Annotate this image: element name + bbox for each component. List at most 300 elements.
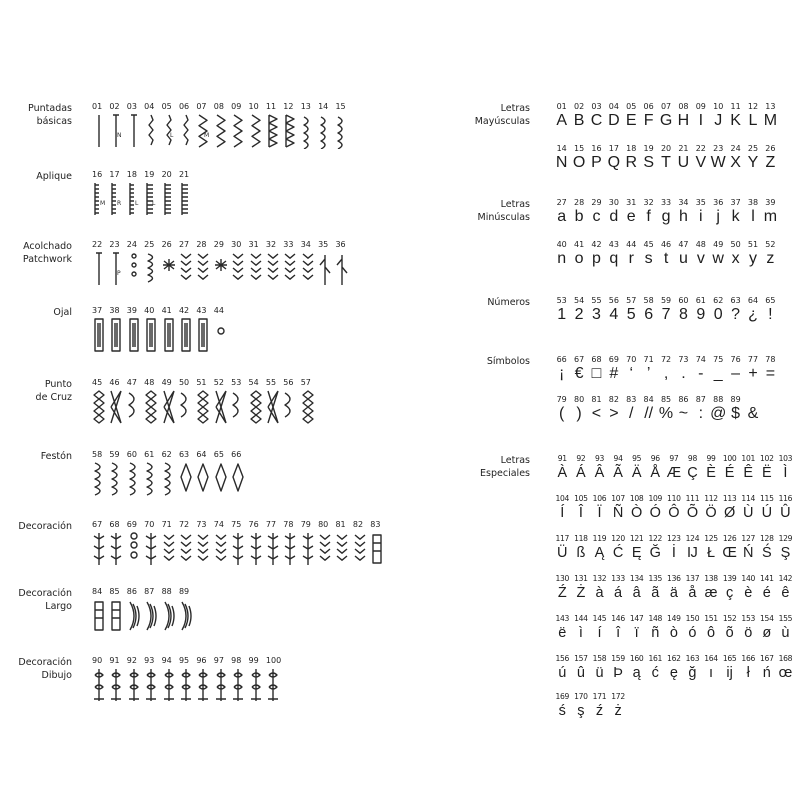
character-number: 160 [629,654,644,663]
character-glyph: œ [778,665,793,681]
stitch-item [144,520,161,567]
stitch-number: 85 [109,587,120,596]
character-glyph: = [765,365,776,382]
character-glyph: Z [765,154,776,171]
character-number: 23 [713,144,724,153]
stitch-item [92,378,109,425]
character-item [665,454,684,482]
character-glyph: 0 [713,306,723,323]
character-glyph: ż [614,703,622,719]
section-label: Decoración Largo [18,588,72,612]
character-item [702,534,721,562]
character-number: 06 [643,102,654,111]
character-glyph: Ü [557,545,568,561]
character-item [675,355,692,383]
character-number: 144 [574,614,588,623]
char-row [553,395,762,423]
character-glyph: 1 [557,306,567,323]
character-glyph: Ú [761,505,773,521]
stitch-number: 97 [213,656,224,665]
stitch-pattern-icon [335,531,349,567]
stitch-pattern-icon [127,667,141,703]
stitch-pattern-icon [318,113,332,149]
stitch-pattern-icon [266,113,280,149]
character-item [762,296,779,324]
character-number: 151 [704,614,718,623]
stitch-number: 27 [178,240,190,249]
character-glyph: m [763,208,778,225]
stitch-item [109,240,126,287]
character-glyph: ú [558,665,567,681]
character-item [692,102,709,130]
character-item [702,614,721,642]
stitch-item [214,306,231,353]
character-item [572,654,591,682]
character-number: 55 [591,296,602,305]
character-glyph: Þ [613,665,623,681]
character-glyph: à [595,585,604,601]
stitch-item [162,306,179,353]
stitch-pattern-icon [109,317,123,353]
stitch-item [179,587,196,634]
character-number: 38 [747,198,759,207]
character-glyph: È [706,465,716,481]
character-glyph: Ç [687,465,698,481]
character-item [590,534,609,562]
stitch-pattern-icon [214,251,228,287]
character-number: 10 [713,102,724,111]
character-item [570,296,587,324]
stitch-row [92,587,196,634]
character-item [675,198,692,226]
stitch-item [144,587,161,634]
stitch-item [144,240,161,287]
character-item [609,534,628,562]
character-item [609,614,628,642]
stitch-pattern-icon [283,113,297,149]
stitch-item [283,240,300,287]
character-glyph: r [628,250,634,267]
stitch-pattern-icon [127,113,141,149]
character-item [776,454,795,482]
stitch-number: 44 [213,306,224,315]
character-glyph: Ä [631,465,642,481]
stitch-number: 75 [231,520,242,529]
character-item [727,296,744,324]
character-glyph: 9 [696,306,706,323]
stitch-number: 71 [161,520,172,529]
character-item [572,494,591,522]
character-glyph: ń [762,665,771,681]
stitch-number: 61 [144,450,155,459]
character-number: 44 [626,240,637,249]
character-item [762,102,779,130]
character-number: 58 [643,296,654,305]
character-number: 35 [695,198,706,207]
stitch-number: 80 [318,520,329,529]
stitch-item [214,102,231,149]
character-item [646,454,665,482]
stitch-pattern-icon [249,531,263,567]
character-item [744,198,761,226]
character-glyph: ¡ [559,365,565,382]
character-number: 102 [760,454,774,463]
stitch-pattern-icon [109,389,123,425]
character-glyph: H [677,112,690,129]
character-item [570,355,587,383]
character-number: 83 [626,395,637,404]
stitch-number: 15 [335,102,346,111]
stitch-number: 14 [318,102,329,111]
character-number: 14 [556,144,567,153]
character-number: 72 [660,355,672,364]
character-number: 40 [556,240,567,249]
character-number: 29 [591,198,602,207]
character-item [570,144,587,172]
character-glyph: S [643,154,654,171]
character-number: 11 [730,102,741,111]
stitch-item [162,102,179,149]
stitch-pattern-icon [92,181,106,217]
stitch-pattern-icon [214,667,228,703]
character-item [646,534,665,562]
character-item [710,144,727,172]
character-glyph: z [766,250,775,267]
stitch-item [179,102,196,149]
stitch-number: 100 [265,656,282,665]
character-item [720,614,739,642]
character-item [553,355,570,383]
character-number: 146 [611,614,625,623]
character-number: 106 [592,494,607,503]
character-number: 32 [643,198,654,207]
character-glyph: ? [731,306,741,323]
character-glyph: Â [594,465,605,481]
character-item [657,240,674,268]
stitch-mark-label: L [152,200,156,207]
character-item [609,454,628,482]
character-item [727,198,744,226]
character-item [720,574,739,602]
character-glyph: – [731,365,741,382]
character-glyph: ‘ [629,365,634,382]
character-item [720,494,739,522]
character-item [692,395,709,423]
character-glyph: Ź [557,585,567,601]
stitch-pattern-icon [249,389,263,425]
character-item [744,240,761,268]
stitch-pattern-icon [144,531,158,567]
stitch-number: 53 [231,378,242,387]
stitch-pattern-icon [109,598,123,634]
stitch-number: 84 [92,587,103,596]
character-glyph: B [573,112,585,129]
stitch-number: 60 [126,450,137,459]
stitch-item [109,587,126,634]
char-row [553,144,779,172]
stitch-number: 31 [248,240,259,249]
character-number: 172 [611,692,625,701]
character-number: 93 [594,454,605,463]
stitch-item [144,656,161,703]
stitch-item [283,520,300,567]
stitch-number: 38 [109,306,120,315]
character-glyph: À [557,465,568,481]
character-item [710,198,727,226]
stitch-number: 13 [300,102,311,111]
stitch-number: 67 [92,520,103,529]
stitch-pattern-icon [127,181,141,217]
character-item [776,534,795,562]
stitch-number: 01 [92,102,103,111]
stitch-item [214,450,231,497]
character-number: 26 [765,144,776,153]
character-item [627,494,646,522]
character-number: 74 [695,355,706,364]
character-number: 65 [765,296,776,305]
character-number: 125 [704,534,718,543]
stitch-item [214,378,231,425]
stitch-item [179,306,196,353]
stitch-pattern-icon [335,113,349,149]
stitch-pattern-icon [231,667,245,703]
stitch-item [127,170,144,217]
character-item [553,692,572,720]
character-item [692,240,709,268]
stitch-item [92,306,109,353]
character-glyph: í [597,625,602,641]
stitch-item [127,240,144,287]
stitch-number: 73 [196,520,207,529]
character-glyph: Ś [761,545,772,561]
character-item [762,144,779,172]
stitch-item [109,170,126,217]
character-glyph: ś [558,703,566,719]
character-number: 128 [760,534,774,543]
character-glyph: x [731,250,740,267]
character-item [710,296,727,324]
stitch-pattern-icon [179,461,193,497]
character-item [675,144,692,172]
character-number: 66 [556,355,567,364]
character-item [710,240,727,268]
character-item [758,454,777,482]
stitch-number: 33 [283,240,294,249]
character-number: 118 [574,534,588,543]
character-glyph: a [557,208,567,225]
character-item [590,614,609,642]
section-label: Punto de Cruz [35,379,72,403]
character-glyph: é [762,585,771,601]
stitch-row [92,450,249,497]
stitch-number: 92 [126,656,137,665]
stitch-pattern-icon [92,461,106,497]
character-item [588,240,605,268]
character-glyph: K [730,112,741,129]
character-item [623,240,640,268]
character-item [710,395,727,423]
character-number: 110 [667,494,681,503]
character-item [646,654,665,682]
character-glyph: O [572,154,586,171]
character-glyph: W [710,154,726,171]
stitch-item [231,656,248,703]
char-row [553,574,795,602]
stitch-number: 47 [126,378,137,387]
character-glyph: ~ [678,405,689,422]
stitch-pattern-icon [144,667,158,703]
stitch-item [179,450,196,497]
character-glyph: ı [709,665,714,681]
character-item [665,654,684,682]
character-glyph: ù [781,625,790,641]
character-item [553,534,572,562]
character-number: 81 [591,395,602,404]
stitch-item [335,240,352,287]
character-number: 61 [695,296,706,305]
stitch-pattern-icon [301,389,315,425]
stitch-item [214,656,231,703]
stitch-pattern-icon [162,251,176,287]
character-item [553,102,570,130]
stitch-pattern-icon [231,461,245,497]
character-number: 162 [667,654,681,663]
character-number: 122 [648,534,663,543]
character-glyph: l [751,208,755,225]
stitch-item [92,587,109,634]
character-number: 73 [678,355,689,364]
character-glyph: 3 [592,306,601,323]
character-number: 99 [706,454,716,463]
stitch-pattern-icon [231,389,245,425]
character-item [692,144,709,172]
character-number: 98 [687,454,697,463]
character-number: 113 [722,494,737,503]
stitch-number: 55 [265,378,277,387]
character-item [640,355,657,383]
section-label: Festón [40,451,72,462]
character-item [570,395,587,423]
stitch-pattern-icon [127,598,141,634]
character-item [572,574,591,602]
character-item [727,355,744,383]
character-glyph: ç [726,585,734,601]
stitch-number: 39 [126,306,137,315]
character-glyph: - [698,365,704,382]
stitch-pattern-icon [283,251,297,287]
character-item [572,454,591,482]
stitch-item [92,656,109,703]
character-item [646,494,665,522]
character-glyph: ğ [688,665,697,681]
character-number: 124 [685,534,700,543]
stitch-item [179,378,196,425]
stitch-item [162,587,179,634]
character-item [657,102,674,130]
character-item [553,574,572,602]
character-glyph: ¿ [748,306,758,323]
character-item [758,494,777,522]
character-glyph: ë [558,625,567,641]
character-number: 131 [574,574,588,583]
character-number: 152 [722,614,737,623]
stitch-number: 76 [248,520,259,529]
character-glyph: c [592,208,601,225]
character-glyph: 5 [626,306,636,323]
stitch-number: 07 [196,102,207,111]
stitch-item [196,306,213,353]
stitch-pattern-icon [231,531,245,567]
stitch-number: 10 [248,102,259,111]
stitch-pattern-icon [301,531,315,567]
character-item [609,654,628,682]
stitch-item [318,240,335,287]
stitch-number: 66 [231,450,242,459]
character-item [762,198,779,226]
stitch-item [92,450,109,497]
stitch-number: 24 [126,240,137,249]
character-number: 52 [765,240,776,249]
stitch-number: 99 [248,656,259,665]
character-item [553,395,570,423]
character-glyph: Ô [668,505,680,521]
stitch-number: 35 [318,240,329,249]
character-number: 140 [741,574,756,583]
character-number: 28 [573,198,585,207]
stitch-number: 32 [265,240,277,249]
character-number: 166 [741,654,756,663]
character-item [744,355,761,383]
character-glyph: o [574,250,584,267]
character-number: 05 [626,102,637,111]
character-number: 89 [730,395,741,404]
character-item [553,198,570,226]
character-number: 85 [660,395,672,404]
stitch-number: 64 [196,450,207,459]
stitch-item [162,450,179,497]
stitch-item [162,170,179,217]
character-glyph: â [632,585,641,601]
section-label: Puntadas básicas [28,103,72,127]
section-label: Números [487,297,530,308]
stitch-pattern-icon [127,531,141,567]
stitch-number: 11 [265,102,277,111]
stitch-mark-label: N [117,132,122,139]
stitch-number: 37 [92,306,103,315]
stitch-item [162,656,179,703]
character-glyph: İ [671,545,676,561]
stitch-number: 43 [196,306,207,315]
character-number: 130 [555,574,570,583]
stitch-item [179,170,196,217]
character-number: 95 [632,454,642,463]
character-glyph: E [625,112,637,129]
character-glyph: Û [780,505,791,521]
character-item [739,654,758,682]
character-item [605,144,622,172]
character-number: 108 [629,494,644,503]
stitch-item [231,378,248,425]
stitch-row [92,520,388,567]
character-item [605,296,622,324]
character-item [739,534,758,562]
character-number: 86 [678,395,689,404]
character-item [657,198,674,226]
stitch-pattern-icon [109,667,123,703]
stitch-pattern-icon [179,667,193,703]
character-number: 20 [660,144,672,153]
character-number: 163 [685,654,700,663]
